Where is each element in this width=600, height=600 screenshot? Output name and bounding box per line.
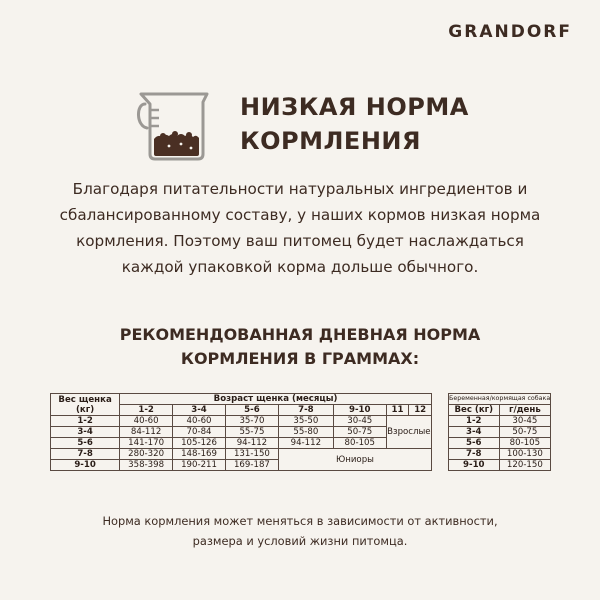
- weight-cell: 1-2: [449, 416, 500, 427]
- value-cell: 84-112: [120, 427, 173, 438]
- weight-cell: 9-10: [449, 460, 500, 471]
- weight-header-text: Вес щенка (кг): [58, 394, 112, 415]
- weight-header: [51, 394, 120, 416]
- value-cell: 141-170: [120, 438, 173, 449]
- table-row: [51, 427, 432, 438]
- table-row: [449, 416, 551, 427]
- age-col: 1-2: [120, 405, 173, 416]
- value-cell: 55-80: [278, 427, 333, 438]
- intro-line-3: кормления. Поэтому ваш питомец будет наслаждаться: [76, 232, 524, 250]
- value-cell: 70-84: [173, 427, 226, 438]
- value-cell: 55-75: [225, 427, 278, 438]
- pregnant-weight-header: Вес (кг): [449, 405, 500, 416]
- weight-cell: 5-6: [449, 438, 500, 449]
- weight-cell: 7-8: [51, 449, 120, 460]
- footnote-line-2: размера и условий жизни питомца.: [192, 534, 408, 548]
- value-cell: 80-105: [499, 438, 551, 449]
- age-col: 3-4: [173, 405, 226, 416]
- value-cell: 40-60: [120, 416, 173, 427]
- table-row: [51, 416, 432, 427]
- intro-line-1: Благодаря питательности натуральных ингредиентов и: [72, 180, 528, 198]
- value-cell: 148-169: [173, 449, 226, 460]
- page-title: [240, 90, 469, 158]
- age-col: 11: [386, 405, 409, 416]
- value-cell: 94-112: [278, 438, 333, 449]
- weight-cell: 5-6: [51, 438, 120, 449]
- value-cell: 40-60: [173, 416, 226, 427]
- age-header: Возраст щенка (месяцы): [120, 394, 432, 405]
- value-cell: 50-75: [499, 427, 551, 438]
- value-cell: 80-105: [333, 438, 386, 449]
- value-cell: 120-150: [499, 460, 551, 471]
- table-heading-line-1: РЕКОМЕНДОВАННАЯ ДНЕВНАЯ НОРМА: [119, 325, 481, 344]
- footnote: [20, 511, 580, 551]
- intro-line-4: каждой упаковкой корма дольше обычного.: [121, 258, 479, 276]
- measuring-cup-icon: [133, 84, 213, 164]
- weight-cell: 1-2: [51, 416, 120, 427]
- value-cell: 30-45: [499, 416, 551, 427]
- age-col: 12: [409, 405, 432, 416]
- value-cell: 131-150: [225, 449, 278, 460]
- value-cell: 50-75: [333, 427, 386, 438]
- table-row: [449, 438, 551, 449]
- value-cell: 280-320: [120, 449, 173, 460]
- age-col: 7-8: [278, 405, 333, 416]
- table-row: [449, 449, 551, 460]
- brand-logo: GRANDORF: [448, 22, 572, 42]
- intro-line-2: сбалансированному составу, у наших кормов низкая норма: [59, 206, 541, 224]
- age-col: 5-6: [225, 405, 278, 416]
- value-cell: 358-398: [120, 460, 173, 471]
- value-cell: 30-45: [333, 416, 386, 427]
- pregnant-dog-table: [448, 393, 551, 471]
- value-cell: 35-70: [225, 416, 278, 427]
- weight-cell: 3-4: [51, 427, 120, 438]
- table-row: [449, 427, 551, 438]
- weight-cell: 3-4: [449, 427, 500, 438]
- table-row: [449, 460, 551, 471]
- weight-cell: 7-8: [449, 449, 500, 460]
- pregnant-table-title: Беременная/кормящая собака: [449, 394, 551, 405]
- value-cell: 94-112: [225, 438, 278, 449]
- juniors-label: Юниоры: [278, 449, 431, 471]
- age-col: 9-10: [333, 405, 386, 416]
- value-cell: 190-211: [173, 460, 226, 471]
- value-cell: 35-50: [278, 416, 333, 427]
- table-row: [51, 449, 432, 460]
- value-cell: 169-187: [225, 460, 278, 471]
- table-row: [51, 438, 432, 449]
- table-heading-line-2: КОРМЛЕНИЯ В ГРАММАХ:: [180, 349, 420, 368]
- value-cell: 105-126: [173, 438, 226, 449]
- puppy-feeding-table: [50, 393, 432, 471]
- adults-label: Взрослые: [386, 416, 431, 449]
- footnote-line-1: Норма кормления может меняться в зависимости от активности,: [102, 514, 498, 528]
- intro-paragraph: [20, 176, 580, 280]
- table-heading: [20, 323, 580, 371]
- title-line-2: КОРМЛЕНИЯ: [240, 127, 421, 155]
- pregnant-amount-header: г/день: [499, 405, 551, 416]
- value-cell: 100-130: [499, 449, 551, 460]
- weight-cell: 9-10: [51, 460, 120, 471]
- title-line-1: НИЗКАЯ НОРМА: [240, 93, 469, 121]
